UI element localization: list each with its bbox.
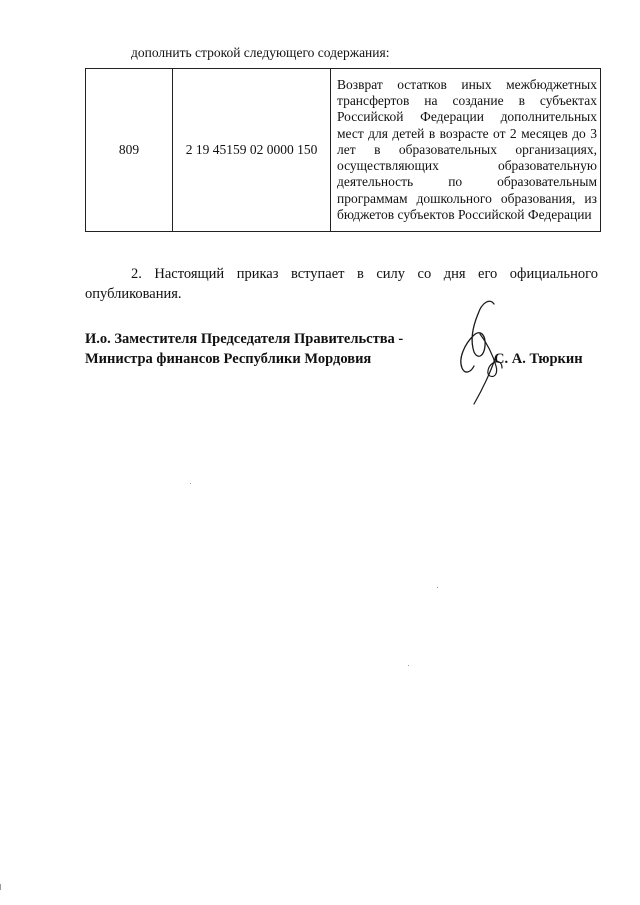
scan-speck — [190, 483, 191, 484]
signer-title-line-1: И.о. Заместителя Председателя Правительства - — [85, 331, 404, 347]
scan-edge-mark — [0, 884, 1, 890]
intro-text: дополнить строкой следующего содержания: — [131, 45, 390, 60]
paragraph-effective-date: 2. Настоящий приказ вступает в силу со дня его официального опубликования. — [85, 266, 598, 302]
budget-table — [85, 68, 601, 232]
signer-title — [85, 330, 403, 369]
scan-speck — [437, 587, 438, 588]
signer-name: С. А. Тюркин — [494, 351, 583, 367]
signer-title-line-2: Министра финансов Республики Мордовия — [85, 350, 372, 367]
cell-budget-classification-code: 2 19 45159 02 0000 150 — [173, 69, 331, 232]
cell-income-description: Возврат остатков иных межбюджетных трансфертов на создание в субъектах Российской Федерации дополнительных мест для детей в возрасте от 2 месяцев до 3 лет в образовательных организациях, осуществляющих образовательную деятельность по образовательным программам дошкольного образования, из бюджетов субъектов Российской Федерации — [331, 69, 601, 232]
cell-admin-code: 809 — [86, 69, 173, 232]
table-row — [86, 69, 601, 232]
scan-speck — [408, 665, 409, 666]
